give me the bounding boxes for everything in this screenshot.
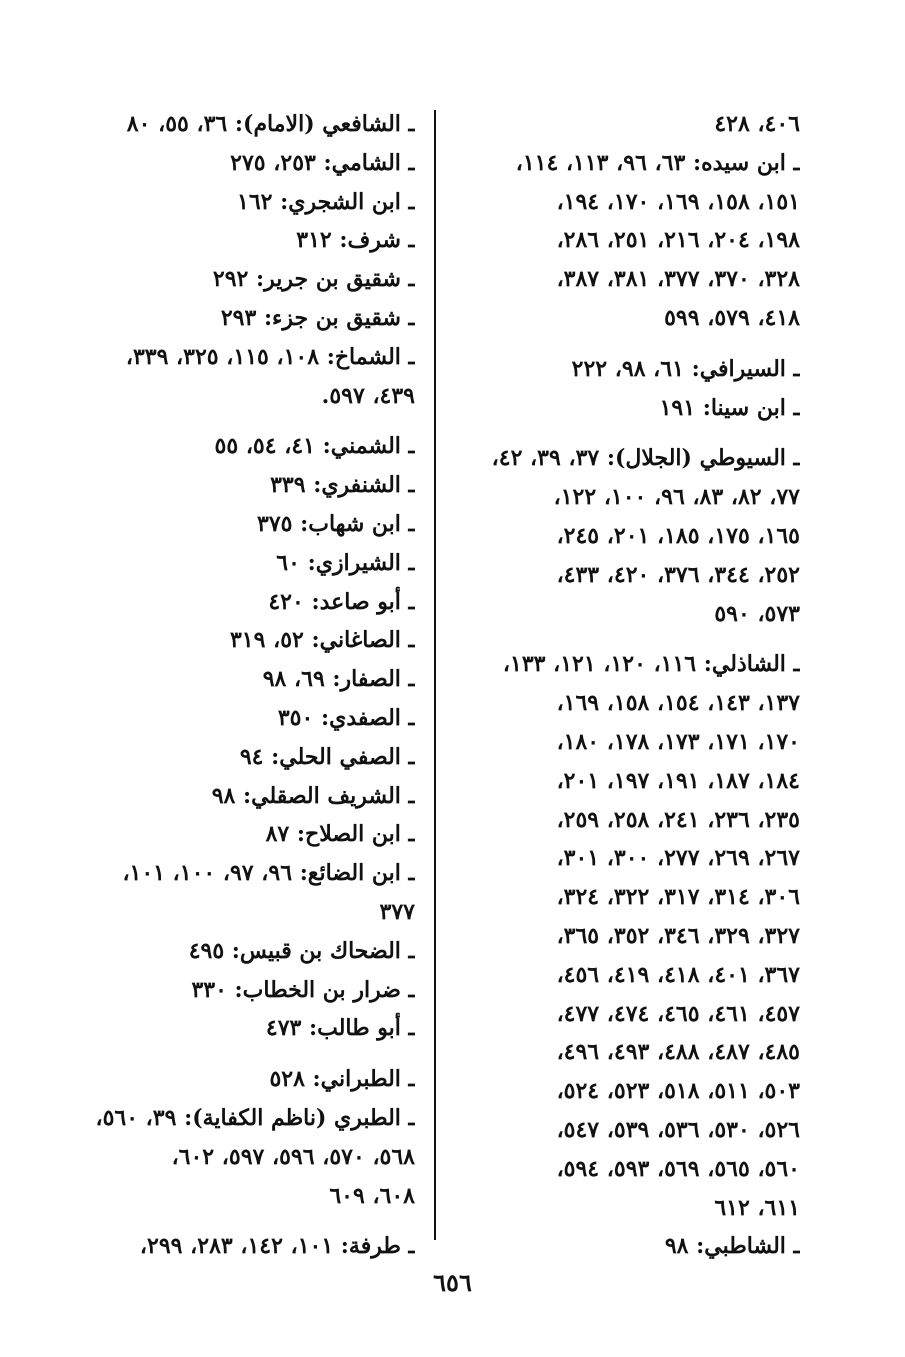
- index-entry-line: ـ الشيرازي: ٦٠: [276, 549, 415, 576]
- index-entry-line: ـ الطبري (ناظم الكفاية): ٣٩، ٥٦٠،: [95, 1104, 415, 1131]
- index-entry-line: ٤٥٧، ٤٦١، ٤٦٥، ٤٧٤، ٤٧٧،: [556, 1000, 800, 1027]
- index-entry-line: ٥٧٣، ٥٩٠: [714, 600, 800, 627]
- index-entry-line: ـ الشاطبي: ٩٨: [664, 1233, 800, 1260]
- index-entry-line: ٣٦٧، ٤٠١، ٤١٨، ٤١٩، ٤٥٦،: [556, 961, 800, 988]
- index-entry-line: ـ ابن الشجري: ١٦٢: [237, 188, 415, 215]
- index-entry-line: ـ ابن الصلاح: ٨٧: [265, 821, 415, 848]
- index-entry-line: ٥٢٦، ٥٣٠، ٥٣٦، ٥٣٩، ٥٤٧،: [556, 1116, 800, 1143]
- index-entry-line: ـ الشنفري: ٣٣٩: [270, 472, 415, 499]
- index-entry-line: ـ الصاغاني: ٥٢، ٣١٩: [229, 627, 415, 654]
- index-entry-line: ـ الشماخ: ١٠٨، ١١٥، ٣٢٥، ٣٣٩،: [125, 343, 415, 370]
- index-entry-line: ٥٠٣، ٥١١، ٥١٨، ٥٢٣، ٥٢٤،: [556, 1078, 800, 1105]
- index-entry-line: ١٧٠، ١٧١، ١٧٣، ١٧٨، ١٨٠،: [556, 728, 800, 755]
- index-entry-line: ـ أبو طالب: ٤٧٣: [265, 1015, 415, 1042]
- index-entry-line: ٢٥٢، ٣٤٤، ٣٧٦، ٤٢٠، ٤٣٣،: [556, 561, 800, 588]
- index-entry-line: ـ الصفار: ٦٩، ٩٨: [262, 666, 415, 693]
- column-divider: [434, 110, 436, 1240]
- index-entry-line: ٣٢٧، ٣٢٩، ٣٤٦، ٣٥٢، ٣٦٥،: [556, 922, 800, 949]
- index-entry-line: ـ الشامي: ٢٥٣، ٢٧٥: [230, 149, 415, 176]
- index-entry-line: ١٨٤، ١٨٧، ١٩١، ١٩٧، ٢٠١،: [556, 767, 800, 794]
- index-entry-line: ٢٣٥، ٢٣٦، ٢٤١، ٢٥٨، ٢٥٩،: [556, 806, 800, 833]
- index-entry-line: ـ طرفة: ١٠١، ١٤٢، ٢٨٣، ٢٩٩،: [139, 1233, 415, 1260]
- index-column-left: [80, 105, 415, 1266]
- index-entry-line: ٥٦٠، ٥٦٥، ٥٦٩، ٥٩٣، ٥٩٤،: [556, 1155, 800, 1182]
- index-entry-line: ٤١٨، ٥٧٩، ٥٩٩: [664, 304, 800, 331]
- index-entry-line: ـ ابن الضائع: ٩٦، ٩٧، ١٠٠، ١٠١،: [122, 860, 415, 887]
- index-entry-line: ـ ابن سينا: ١٩١: [659, 394, 800, 421]
- index-entry-line: ١٩٨، ٢٠٤، ٢١٦، ٢٥١، ٢٨٦،: [556, 227, 800, 254]
- index-entry-line: ـ السيوطي (الجلال): ٣٧، ٣٩، ٤٢،: [491, 445, 800, 472]
- index-entry-line: ٦٠٨، ٦٠٩: [329, 1182, 415, 1209]
- index-entry-line: ـ الصفدي: ٣٥٠: [277, 704, 415, 731]
- index-entry-line: ١٦٥، ١٧٥، ١٨٥، ٢٠١، ٢٤٥،: [556, 522, 800, 549]
- index-entry-line: ـ السيرافي: ٦١، ٩٨، ٢٢٢: [571, 355, 800, 382]
- index-entry-line: ١٣٧، ١٤٣، ١٥٤، ١٥٨، ١٦٩،: [556, 690, 800, 717]
- index-column-right: [455, 105, 800, 1266]
- index-entry-line: ـ شقيق بن جزء: ٢٩٣: [220, 304, 415, 331]
- index-entry-line: ٤٣٩، ٥٩٧.: [321, 382, 415, 409]
- index-entry-line: ـ شرف: ٣١٢: [296, 227, 415, 254]
- index-entry-line: ٣٠٦، ٣١٤، ٣١٧، ٣٢٢، ٣٢٤،: [556, 884, 800, 911]
- index-entry-line: ـ ضرار بن الخطاب: ٣٣٠: [191, 976, 415, 1003]
- index-entry-line: ٣٧٧: [379, 898, 415, 925]
- index-entry-line: ـ الصفي الحلي: ٩٤: [239, 743, 415, 770]
- index-entry-line: ـ شقيق بن جرير: ٢٩٢: [212, 266, 415, 293]
- index-entry-line: ٧٧، ٨٢، ٨٣، ٩٦، ١٠٠، ١٢٢،: [553, 484, 800, 511]
- index-entry-line: ـ ابن شهاب: ٣٧٥: [257, 510, 415, 537]
- index-entry-line: ٥٦٨، ٥٧٠، ٥٩٦، ٥٩٧، ٦٠٢،: [171, 1143, 415, 1170]
- index-entry-line: ٤٠٦، ٤٢٨: [714, 111, 800, 137]
- index-entry-line: ـ الضحاك بن قبيس: ٤٩٥: [188, 937, 415, 964]
- index-entry-line: ٦١١، ٦١٢: [714, 1194, 800, 1221]
- index-entry-line: ٢٦٧، ٢٦٩، ٢٧٧، ٣٠٠، ٣٠١،: [556, 845, 800, 872]
- index-entry-line: ـ الشريف الصقلي: ٩٨: [211, 782, 415, 809]
- page-number: ٦٥٦: [433, 1268, 472, 1297]
- index-entry-line: ٤٨٥، ٤٨٧، ٤٨٨، ٤٩٣، ٤٩٦،: [556, 1039, 800, 1066]
- index-entry-line: ـ الطبراني: ٥٢٨: [269, 1066, 415, 1093]
- index-entry-line: ـ أبو صاعد: ٤٢٠: [268, 588, 415, 615]
- index-entry-line: ٣٢٨، ٣٧٠، ٣٧٧، ٣٨١، ٣٨٧،: [556, 266, 800, 293]
- index-entry-line: ١٥١، ١٥٨، ١٦٩، ١٧٠، ١٩٤،: [556, 188, 800, 215]
- index-entry-line: ـ الشافعي (الامام): ٣٦، ٥٥، ٨٠: [126, 111, 415, 137]
- index-entry-line: ـ الشاذلي: ١١٦، ١٢٠، ١٢١، ١٣٣،: [502, 651, 800, 678]
- index-entry-line: ـ الشمني: ٤١، ٥٤، ٥٥: [214, 433, 415, 460]
- index-entry-line: ـ ابن سيده: ٦٣، ٩٦، ١١٣، ١١٤،: [515, 149, 800, 176]
